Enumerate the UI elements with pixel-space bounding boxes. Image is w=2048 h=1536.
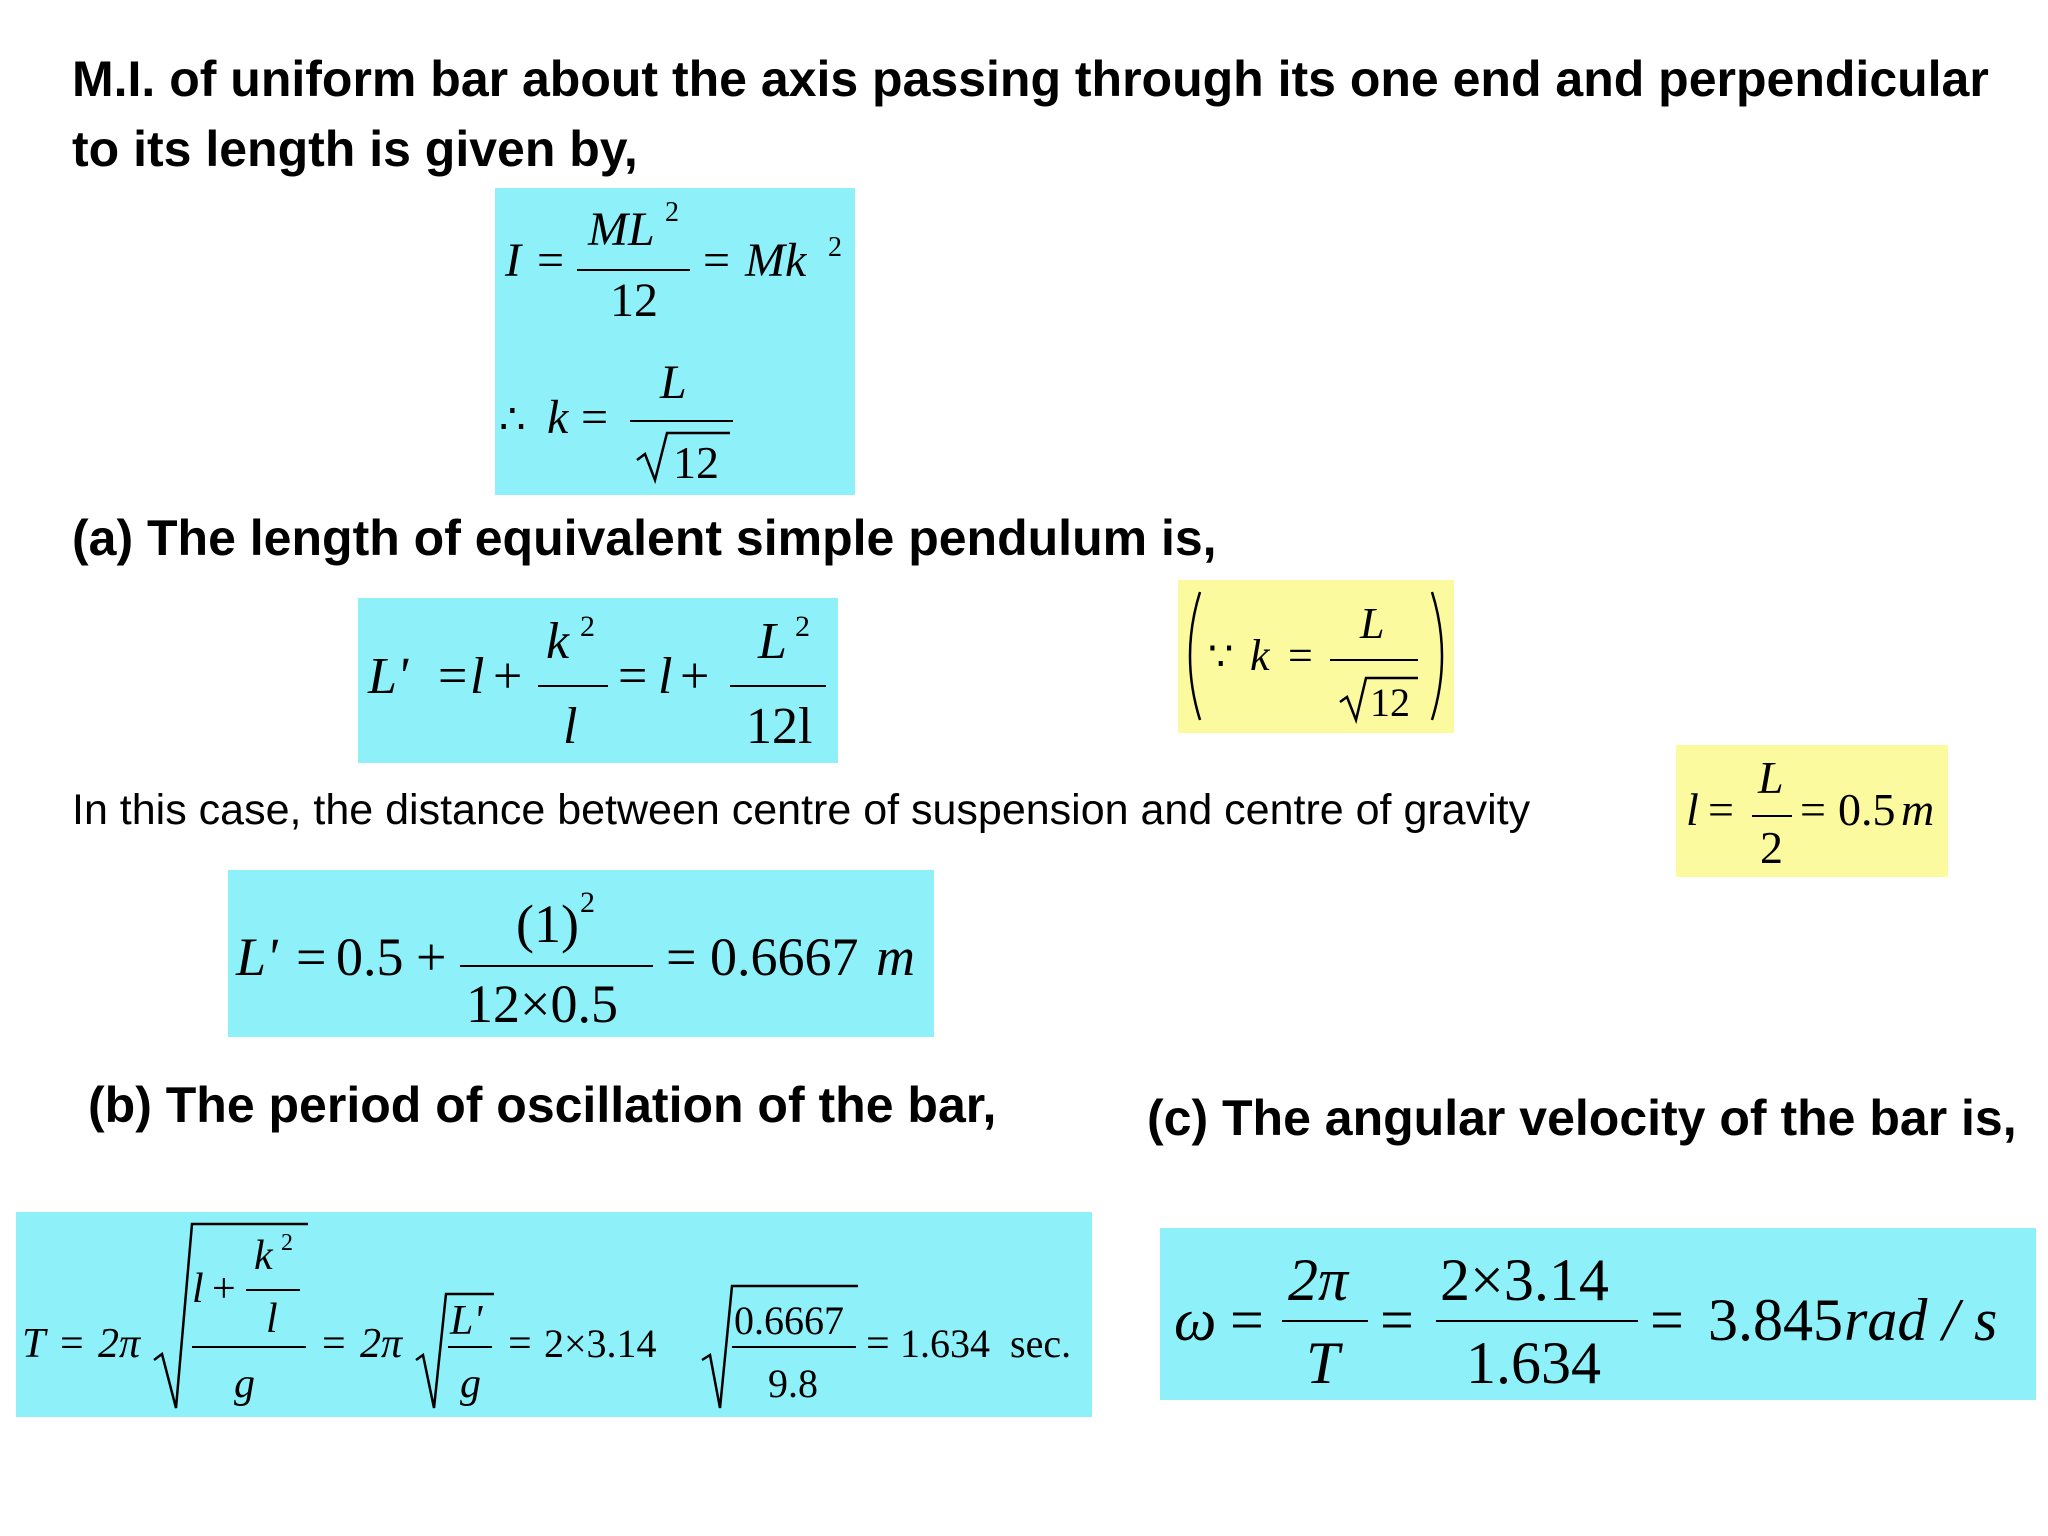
note-equals: =	[1288, 631, 1313, 680]
eq2-plus: +	[493, 648, 523, 705]
eq2-equals: =	[438, 648, 468, 705]
eql-equals2: =	[1800, 784, 1826, 835]
eq4-twopi: 2π	[98, 1321, 141, 1367]
eq1-sup2b: 2	[828, 232, 842, 263]
eq4-num: 0.6667	[734, 1298, 844, 1343]
eq4-plus: +	[212, 1266, 236, 1312]
eq1-I: I	[505, 234, 521, 287]
eq4-mult: 2×3.14	[544, 1321, 657, 1366]
eq4-g: g	[234, 1361, 255, 1407]
note-because: ∵	[1208, 634, 1234, 679]
note-sqrt12: 12	[1370, 680, 1410, 725]
eq2-sup2b: 2	[795, 610, 810, 643]
eq4-k: k	[254, 1233, 273, 1279]
eq2-equals2: =	[618, 648, 648, 705]
equivalent-length-equation	[358, 598, 838, 763]
eq1-Mk: Mk	[745, 234, 807, 287]
eq2-plus2: +	[680, 648, 710, 705]
eq3-Lprime: L'	[236, 927, 278, 987]
note-k: k	[1250, 631, 1270, 680]
eq1-equals: =	[537, 234, 565, 287]
eq2-den-l: l	[563, 698, 578, 755]
eq1-k: k	[547, 391, 569, 444]
eq2-l2: l	[658, 648, 673, 705]
eq2-sup2: 2	[580, 610, 595, 643]
heading-part-b: (b) The period of oscillation of the bar,	[88, 1077, 997, 1133]
heading-part-c: (c) The angular velocity of the bar is,	[1147, 1090, 2017, 1146]
eq3-value: 0.6667	[710, 927, 859, 987]
eq1-sup2: 2	[665, 197, 679, 228]
eq3-equals2: =	[666, 927, 697, 987]
eq5-value: 3.845	[1708, 1287, 1843, 1353]
eq4-equals3: =	[508, 1321, 532, 1367]
eq2-den-12l: 12l	[746, 698, 813, 755]
equivalent-length-result	[228, 870, 934, 1037]
angular-velocity-equation	[1160, 1228, 2036, 1400]
note-right-paren	[1432, 592, 1442, 720]
eq3-a: 0.5	[336, 927, 404, 987]
eql-value: 0.5	[1838, 784, 1896, 835]
k-reminder-note	[1178, 580, 1454, 733]
eq3-num: (1)	[516, 894, 579, 954]
eql-den2: 2	[1760, 822, 1783, 873]
eq1-therefore: ∴	[499, 397, 526, 443]
eq1-equals2: =	[703, 234, 731, 287]
eql-L: L	[1758, 752, 1784, 803]
eq4-den: 9.8	[768, 1361, 818, 1406]
period-of-oscillation-equation	[16, 1212, 1092, 1417]
eq1-den12: 12	[610, 274, 658, 327]
eql-equals: =	[1708, 784, 1734, 835]
eq1-sqrt12: 12	[673, 437, 719, 488]
eq4-Lprime: L'	[450, 1298, 483, 1344]
eq5-equals: =	[1230, 1287, 1264, 1353]
eq3-unit-m: m	[876, 927, 915, 987]
moment-of-inertia-equation	[495, 188, 855, 495]
eq5-equals3: =	[1650, 1287, 1684, 1353]
eq2-L: L	[758, 613, 787, 670]
intro-heading-line1: M.I. of uniform bar about the axis passing through its one end and perpendicular	[72, 51, 1989, 107]
eq4-twopi2: 2π	[360, 1321, 403, 1367]
eq3-den: 12×0.5	[466, 974, 618, 1034]
eq5-equals2: =	[1380, 1287, 1414, 1353]
eq4-den-l: l	[266, 1296, 278, 1342]
eq1-ML: ML	[588, 203, 655, 256]
eq4-l: l	[192, 1266, 204, 1312]
eq5-num2: 2×3.14	[1440, 1247, 1609, 1313]
eq3-sup2: 2	[580, 886, 595, 919]
eq5-unit: rad / s	[1844, 1287, 1998, 1353]
eq5-den2: 1.634	[1466, 1330, 1601, 1396]
eq1-equals3: =	[581, 391, 609, 444]
eq1-L: L	[660, 356, 687, 409]
eq5-den1: T	[1306, 1330, 1340, 1396]
intro-heading-line2: to its length is given by,	[72, 121, 638, 177]
eq4-sup2: 2	[281, 1230, 293, 1256]
eq4-equals2: =	[322, 1321, 346, 1367]
eq2-Lprime: L'	[368, 648, 409, 705]
eq4-T: T	[22, 1321, 46, 1367]
eq4-result: 1.634	[900, 1321, 990, 1366]
eq4-equals4: =	[866, 1321, 890, 1367]
eq4-equals: =	[60, 1321, 84, 1367]
eq4-g2: g	[460, 1361, 481, 1407]
eq3-plus: +	[416, 927, 447, 987]
eq5-num1: 2π	[1288, 1247, 1349, 1313]
eq4-unit: sec.	[1010, 1321, 1072, 1366]
eql-l: l	[1686, 784, 1699, 835]
eq3-equals: =	[296, 927, 327, 987]
distance-l-value	[1676, 745, 1948, 877]
eql-unit-m: m	[1901, 784, 1935, 835]
heading-part-a: (a) The length of equivalent simple pendulum is,	[72, 510, 1217, 566]
note-L: L	[1360, 599, 1385, 648]
note-left-paren	[1190, 592, 1200, 720]
case-description: In this case, the distance between centre of suspension and centre of gravity	[72, 786, 1531, 834]
eq2-k: k	[546, 613, 570, 670]
eq5-omega: ω	[1174, 1287, 1217, 1353]
eq2-l: l	[470, 648, 485, 705]
